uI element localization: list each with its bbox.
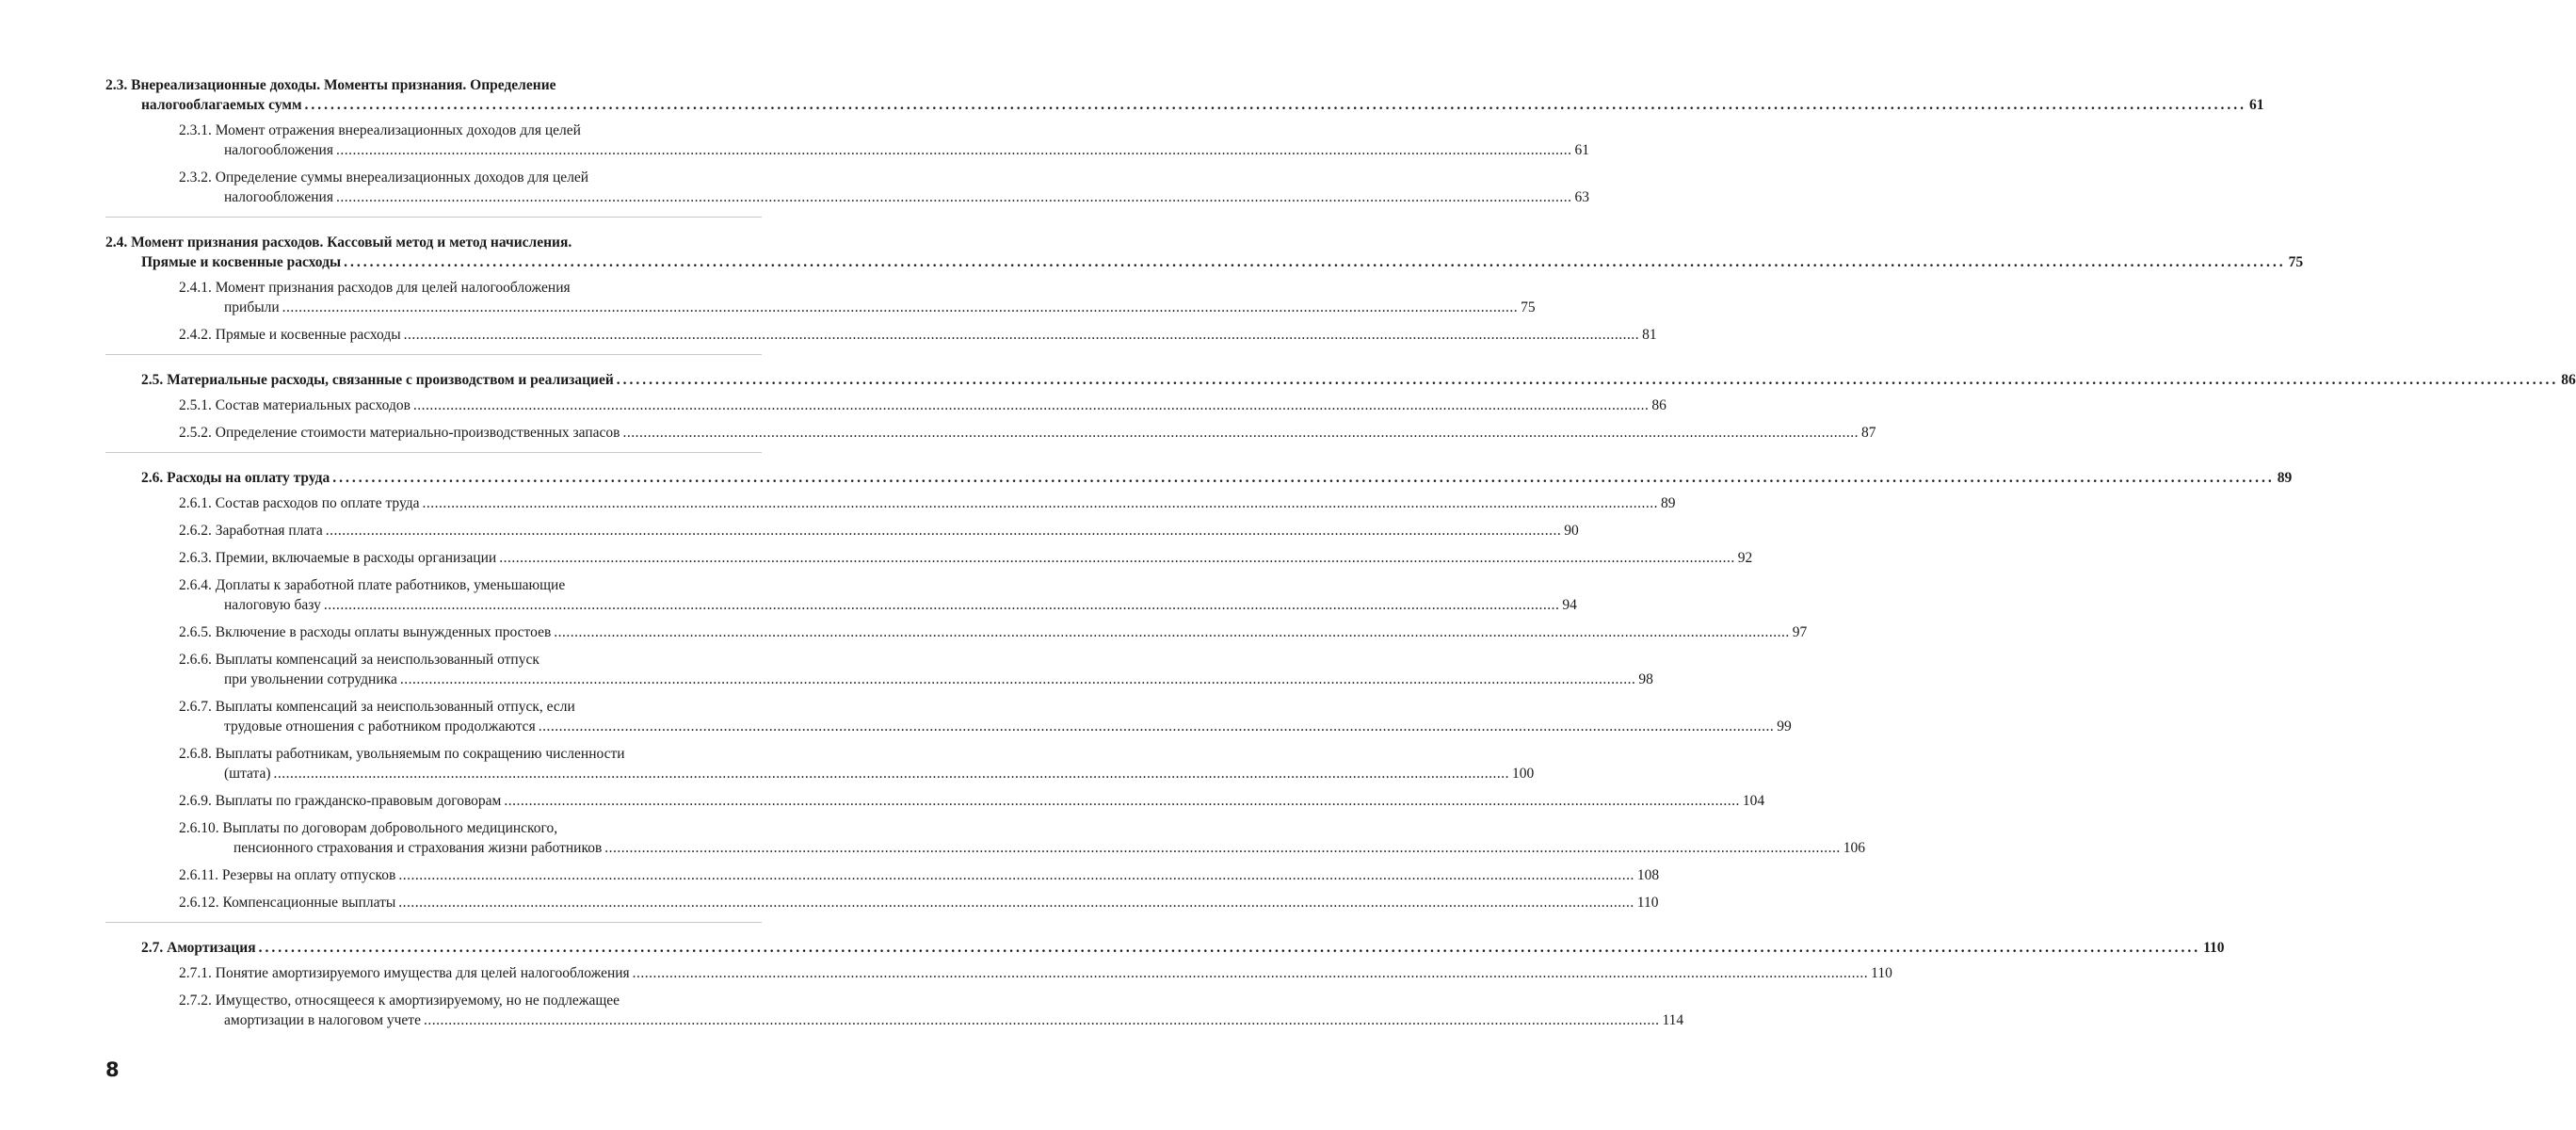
toc-entry-title-line: 2.6.6. Выплаты компенсаций за неиспользованный отпуск (179, 652, 539, 668)
toc-subsection-entry[interactable] (105, 493, 1676, 513)
toc-page-number: 110 (1871, 965, 1892, 981)
toc-subsection-entry[interactable] (105, 697, 1792, 736)
toc-page-number: 92 (1737, 550, 1753, 566)
toc-subsection-entry[interactable] (105, 548, 1753, 568)
toc-entry-title-line: 2.5.1. Состав материальных расходов (179, 397, 411, 413)
toc-page-number: 94 (1562, 597, 1577, 613)
section-divider (105, 354, 762, 355)
section-divider (105, 217, 762, 218)
toc-page-number: 104 (1742, 793, 1765, 809)
dot-leader: ............................................................................................................................................................................................................................................................................................................ (304, 97, 2247, 113)
toc-entry-title-line: налоговую базу (224, 597, 321, 613)
toc-entry-title-line: трудовые отношения с работником продолжаются (224, 718, 536, 734)
toc-entry-title-line: 2.6.5. Включение в расходы оплаты вынужденных простоев (179, 624, 552, 640)
toc-page-number: 89 (2277, 470, 2293, 486)
toc-entry-title-line: 2.4. Момент признания расходов. Кассовый метод и метод начисления. (105, 234, 572, 250)
toc-page-number: 110 (2203, 940, 2225, 956)
toc-page-number: 108 (1636, 867, 1660, 883)
toc-entry-title-line: Прямые и косвенные расходы (141, 254, 342, 270)
toc-entry-title-line: 2.6.8. Выплаты работникам, увольняемым по сокращению численности (179, 746, 625, 762)
dot-leader: ............................................................................................................................................................................................................................................................................................................ (273, 766, 1510, 782)
toc-entry-title-line: 2.7.1. Понятие амортизируемого имущества для целей налогообложения (179, 965, 630, 981)
dot-leader: ............................................................................................................................................................................................................................................................................................................ (344, 254, 2286, 270)
toc-page-number: 90 (1564, 523, 1579, 539)
toc-page-number: 81 (1642, 327, 1657, 343)
toc-subsection-entry[interactable] (105, 575, 1577, 615)
toc-section-entry[interactable] (105, 370, 2576, 390)
dot-leader: ............................................................................................................................................................................................................................................................................................................ (412, 397, 1650, 413)
toc-subsection-entry[interactable] (105, 818, 1866, 858)
toc-page-number: 106 (1843, 840, 1866, 856)
toc-entry-title-line: 2.6.7. Выплаты компенсаций за неиспользованный отпуск, если (179, 699, 575, 715)
toc-page-number: 110 (1636, 895, 1659, 911)
toc-page-number: 86 (1651, 397, 1666, 413)
dot-leader: ............................................................................................................................................................................................................................................................................................................ (616, 372, 2559, 388)
dot-leader: ............................................................................................................................................................................................................................................................................................................ (422, 495, 1658, 511)
toc-entry-title-line: 2.5. Материальные расходы, связанные с производством и реализацией (141, 372, 614, 388)
dot-leader: ............................................................................................................................................................................................................................................................................................................ (335, 189, 1572, 205)
toc-subsection-entry[interactable] (105, 963, 1892, 983)
toc-subsection-entry[interactable] (105, 865, 1660, 885)
dot-leader: ............................................................................................................................................................................................................................................................................................................ (335, 142, 1572, 158)
toc-entry-title-line: 2.7.2. Имущество, относящееся к амортизируемому, но не подлежащее (179, 993, 620, 1009)
toc-page-number: 63 (1574, 189, 1589, 205)
table-of-contents (105, 75, 2576, 1030)
toc-entry-title-line: прибыли (224, 299, 280, 315)
toc-subsection-entry[interactable] (105, 278, 1536, 317)
toc-entry-title-line: налогообложения (224, 189, 333, 205)
section-divider (105, 452, 762, 453)
dot-leader: ............................................................................................................................................................................................................................................................................................................ (622, 425, 1859, 441)
toc-section-entry[interactable] (105, 468, 2293, 488)
toc-entry-title-line: 2.3.2. Определение суммы внереализационных доходов для целей (179, 170, 589, 186)
toc-page-number: 100 (1512, 766, 1535, 782)
toc-subsection-entry[interactable] (105, 521, 1579, 541)
toc-entry-title-line: 2.6.12. Компенсационные выплаты (179, 895, 396, 911)
toc-page-number: 87 (1860, 425, 1876, 441)
toc-entry-title-line: 2.3.1. Момент отражения внереализационных доходов для целей (179, 122, 581, 138)
toc-entry-title-line: пенсионного страхования и страхования жизни работников (233, 840, 603, 856)
toc-subsection-entry[interactable] (105, 991, 1684, 1030)
dot-leader: ............................................................................................................................................................................................................................................................................................................ (538, 718, 1775, 734)
toc-entry-title-line: 2.4.2. Прямые и косвенные расходы (179, 327, 401, 343)
toc-subsection-entry[interactable] (105, 650, 1653, 689)
toc-section-entry[interactable] (105, 233, 2304, 272)
toc-page-number: 61 (1574, 142, 1589, 158)
toc-page-number: 114 (1662, 1012, 1684, 1028)
toc-entry-title-line: 2.7. Амортизация (141, 940, 256, 956)
toc-entry-title-line: налогообложения (224, 142, 333, 158)
dot-leader: ............................................................................................................................................................................................................................................................................................................ (332, 470, 2275, 486)
toc-page-number: 75 (1521, 299, 1536, 315)
dot-leader: ............................................................................................................................................................................................................................................................................................................ (604, 840, 1841, 856)
toc-subsection-entry[interactable] (105, 396, 1666, 415)
toc-entry-title-line: 2.6.4. Доплаты к заработной плате работников, уменьшающие (179, 577, 566, 593)
toc-entry-title-line: при увольнении сотрудника (224, 671, 397, 687)
toc-section-entry[interactable] (105, 75, 2264, 115)
dot-leader: ............................................................................................................................................................................................................................................................................................................ (554, 624, 1790, 640)
section-divider (105, 922, 762, 923)
dot-leader: ............................................................................................................................................................................................................................................................................................................ (325, 523, 1562, 539)
toc-subsection-entry[interactable] (105, 622, 1808, 642)
toc-page-number: 99 (1777, 718, 1792, 734)
toc-entry-title-line: 2.4.1. Момент признания расходов для целей налогообложения (179, 280, 571, 296)
dot-leader: ............................................................................................................................................................................................................................................................................................................ (398, 895, 1634, 911)
toc-page-number: 97 (1792, 624, 1808, 640)
toc-entry-title-line: 2.6.3. Премии, включаемые в расходы организации (179, 550, 497, 566)
dot-leader: ............................................................................................................................................................................................................................................................................................................ (282, 299, 1519, 315)
toc-entry-title-line: 2.6.10. Выплаты по договорам добровольного медицинского, (179, 820, 558, 836)
dot-leader: ............................................................................................................................................................................................................................................................................................................ (399, 671, 1636, 687)
toc-entry-title-line: 2.6.1. Состав расходов по оплате труда (179, 495, 420, 511)
page-number: 8 (105, 1058, 120, 1081)
toc-subsection-entry[interactable] (105, 791, 1765, 811)
toc-section-entry[interactable] (105, 938, 2225, 958)
toc-entry-title-line: 2.5.2. Определение стоимости материально-производственных запасов (179, 425, 620, 441)
dot-leader: ............................................................................................................................................................................................................................................................................................................ (258, 940, 2201, 956)
toc-page-number: 75 (2288, 254, 2304, 270)
dot-leader: ............................................................................................................................................................................................................................................................................................................ (403, 327, 1640, 343)
dot-leader: ............................................................................................................................................................................................................................................................................................................ (398, 867, 1634, 883)
toc-entry-title-line: амортизации в налоговом учете (224, 1012, 421, 1028)
dot-leader: ............................................................................................................................................................................................................................................................................................................ (423, 1012, 1660, 1028)
toc-subsection-entry[interactable] (105, 893, 1659, 912)
toc-subsection-entry[interactable] (105, 744, 1535, 783)
toc-entry-title-line: 2.6. Расходы на оплату труда (141, 470, 330, 486)
toc-subsection-entry[interactable] (105, 121, 1589, 160)
toc-page-number: 61 (2249, 97, 2264, 113)
dot-leader: ............................................................................................................................................................................................................................................................................................................ (632, 965, 1869, 981)
toc-subsection-entry[interactable] (105, 168, 1589, 207)
toc-entry-title-line: налогооблагаемых сумм (141, 97, 302, 113)
toc-entry-title-line: 2.6.9. Выплаты по гражданско-правовым договорам (179, 793, 502, 809)
toc-page-number: 89 (1661, 495, 1676, 511)
toc-page-number: 98 (1638, 671, 1653, 687)
toc-entry-title-line: 2.6.2. Заработная плата (179, 523, 323, 539)
toc-entry-title-line: 2.3. Внереализационные доходы. Моменты признания. Определение (105, 77, 556, 93)
dot-leader: ............................................................................................................................................................................................................................................................................................................ (323, 597, 1560, 613)
toc-subsection-entry[interactable] (105, 423, 1876, 443)
toc-entry-title-line: 2.6.11. Резервы на оплату отпусков (179, 867, 396, 883)
toc-page-number: 86 (2561, 372, 2576, 388)
toc-subsection-entry[interactable] (105, 325, 1657, 345)
dot-leader: ............................................................................................................................................................................................................................................................................................................ (499, 550, 1735, 566)
toc-entry-title-line: (штата) (224, 766, 271, 782)
dot-leader: ............................................................................................................................................................................................................................................................................................................ (504, 793, 1740, 809)
